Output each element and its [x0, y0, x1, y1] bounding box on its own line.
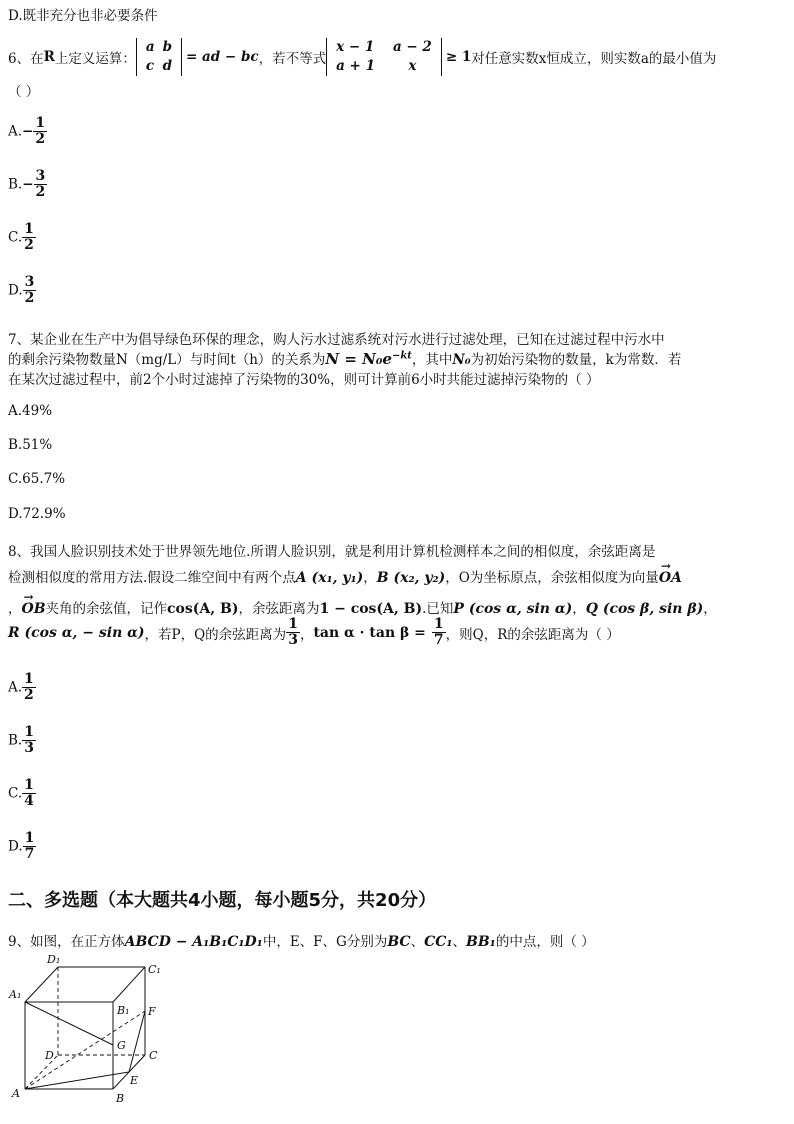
- q7-line2: 的剩余污染物数量N（mg/L）与时间t（h）的关系为$N = N_0e^{-kt}$，其中N₀为初始污染物的数量，k为常数．若: [8, 350, 682, 368]
- q8-line1: 8、我国人脸识别技术处于世界领先地位.所谓人脸识别，就是利用计算机检测样本之间的相似度，余弦距离是: [8, 544, 656, 560]
- q9-cube: ABCD − A₁B₁C₁D₁: [124, 934, 263, 950]
- q8-point-Q: Q (cos β, sin β): [585, 601, 704, 617]
- q8-tan-product: tan α · tan β =: [313, 624, 426, 641]
- label-A1: A₁: [9, 988, 22, 1001]
- q8-point-B: B (x₂, y₂): [376, 570, 446, 586]
- q6-mid2: ，若不等式: [258, 51, 327, 67]
- q5-option-d: D.既非充分也非必要条件: [8, 8, 158, 24]
- q6-ineq-rhs: ≥ 1: [445, 49, 472, 65]
- question-9: 9、如图，在正方体ABCD − A₁B₁C₁D₁中，E、F、G分别为BC、CC₁、BB₁的中点，则（ ）: [8, 934, 595, 950]
- q8-line4: R (cos α, − sin α) ，若P，Q的余弦距离为 $\frac{1}{3}$ ， tan α · tan β = $\frac{1}{7}$ ，则Q，R的余弦距离为（ ）: [8, 616, 620, 648]
- q8-option-a: A. $\frac{1}{2}$: [8, 671, 34, 703]
- q6-prefix: 6、在: [8, 51, 44, 67]
- label-B1: B₁: [117, 1004, 130, 1017]
- q8-fraction-1-3: $\frac{1}{3}$: [288, 616, 298, 648]
- section-heading-multiple-choice: 二、多选题（本大题共4小题，每小题5分，共20分）: [8, 890, 437, 911]
- q8-option-c: C. $\frac{1}{4}$: [8, 777, 34, 809]
- label-E: E: [130, 1074, 139, 1087]
- q8-vector-OA: → OA: [659, 570, 682, 586]
- q6-paren: （ ）: [8, 84, 40, 100]
- q7-formula: N = N₀e: [325, 350, 392, 368]
- segment-A1G: [25, 1002, 113, 1045]
- label-D1: D₁: [47, 953, 61, 966]
- q6-option-d: D. $\frac{3}{2}$: [8, 274, 35, 306]
- label-B: B: [116, 1092, 125, 1105]
- q7-option-c: C.65.7%: [8, 471, 66, 487]
- question-6-line1: [8, 38, 716, 76]
- q7-option-b: B.51%: [8, 437, 53, 453]
- q8-cos: cos(A, B): [167, 601, 239, 617]
- q7-option-a: A.49%: [8, 403, 53, 419]
- q6-mid1: 上定义运算：: [54, 51, 136, 67]
- q8-option-d: D. $\frac{1}{7}$: [8, 830, 35, 862]
- label-D: D: [45, 1049, 54, 1062]
- q8-point-P: P (cos α, sin α): [453, 601, 573, 617]
- q6-R: R: [43, 49, 55, 65]
- label-C1: C₁: [148, 963, 161, 976]
- hidden-segment-AF: [25, 1011, 145, 1089]
- q6-det-definition: a b c d: [136, 38, 182, 76]
- label-C: C: [149, 1049, 158, 1062]
- edge-A1D1: [25, 967, 58, 1002]
- q6-option-c: C. $\frac{1}{2}$: [8, 221, 34, 253]
- q8-fraction-1-7: $\frac{1}{7}$: [433, 616, 444, 648]
- q7-option-d: D.72.9%: [8, 506, 66, 522]
- cube-figure: [0, 952, 180, 1112]
- q6-tail: 对任意实数x恒成立，则实数a的最小值为: [471, 51, 717, 67]
- edge-B1C1: [113, 967, 145, 1002]
- q8-dist: 1 − cos(A, B): [319, 601, 423, 617]
- q8-line3: ，→ OB夹角的余弦值，记作cos(A, B)，余弦距离为1 − cos(A, B).已知P (cos α, sin α)，Q (cos β, sin β)，: [8, 597, 717, 617]
- q8-vector-OB: → OB: [22, 601, 46, 617]
- label-A: A: [12, 1087, 20, 1100]
- label-G: G: [117, 1039, 126, 1052]
- q6-def-rhs: = ad − bc: [186, 49, 259, 65]
- q7-exponent: −kt: [391, 350, 412, 362]
- q8-line2: 检测相似度的常用方法.假设二维空间中有两个点A (x₁, y₁)，B (x₂, y₂)，O为坐标原点，余弦相似度为向量→ OA: [8, 566, 682, 586]
- label-F: F: [148, 1005, 156, 1018]
- q8-point-R: R (cos α, − sin α): [8, 624, 145, 641]
- q6-option-a: A.− $\frac{1}{2}$: [8, 115, 46, 147]
- q7-line3: 在某次过滤过程中，前2个小时过滤掉了污染物的30%，则可计算前6小时共能过滤掉污染物的（ ）: [8, 372, 600, 388]
- q7-N0: N₀: [452, 352, 471, 368]
- q8-option-b: B. $\frac{1}{3}$: [8, 724, 34, 756]
- q6-option-b: B.− $\frac{3}{2}$: [8, 168, 46, 200]
- q8-point-A: A (x₁, y₁): [295, 570, 364, 586]
- q7-line1: 7、某企业在生产中为倡导绿色环保的理念，购人污水过滤系统对污水进行过滤处理，已知在过滤过程中污水中: [8, 332, 665, 348]
- q6-det-inequality: x − 1 a − 2 a + 1 x: [326, 38, 442, 76]
